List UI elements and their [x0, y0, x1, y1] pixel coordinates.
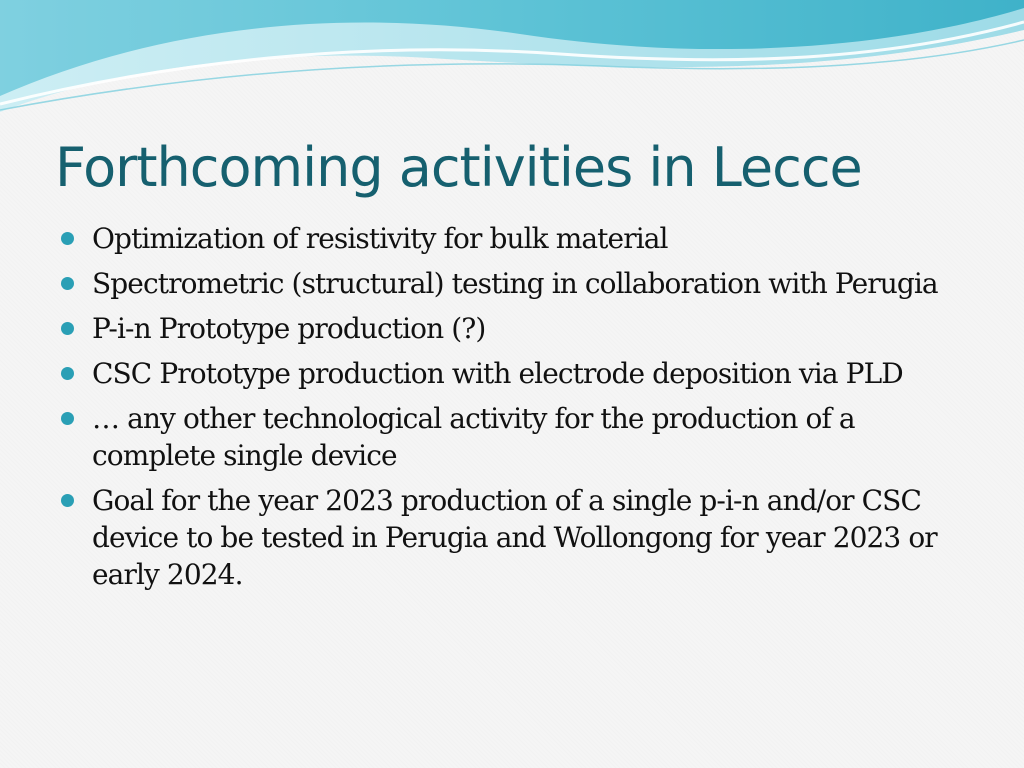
bullet-item — [92, 265, 972, 302]
header-wave-decoration — [0, 0, 1024, 120]
bullet-text: CSC Prototype production with electrode deposition via PLD — [92, 357, 903, 390]
bullet-dot-icon — [61, 412, 74, 425]
bullet-text: Optimization of resistivity for bulk material — [92, 222, 668, 255]
bullet-text: … any other technological activity for the production of a complete single device — [92, 402, 855, 472]
bullet-item — [92, 355, 972, 392]
bullet-dot-icon — [61, 277, 74, 290]
slide-title: Forthcoming activities in Lecce — [55, 136, 862, 199]
bullet-dot-icon — [61, 494, 74, 507]
bullet-dot-icon — [61, 322, 74, 335]
bullet-item — [92, 482, 972, 593]
bullet-dot-icon — [61, 232, 74, 245]
bullet-item — [92, 220, 972, 257]
bullet-text: Goal for the year 2023 production of a single p-i-n and/or CSC device to be tested in Perugia and Wollongong for year 2023 or early 2024. — [92, 484, 937, 591]
bullet-list — [92, 220, 972, 601]
bullet-text: Spectrometric (structural) testing in collaboration with Perugia — [92, 267, 938, 300]
bullet-item — [92, 310, 972, 347]
bullet-item — [92, 400, 972, 474]
bullet-text: P-i-n Prototype production (?) — [92, 312, 486, 345]
bullet-dot-icon — [61, 367, 74, 380]
